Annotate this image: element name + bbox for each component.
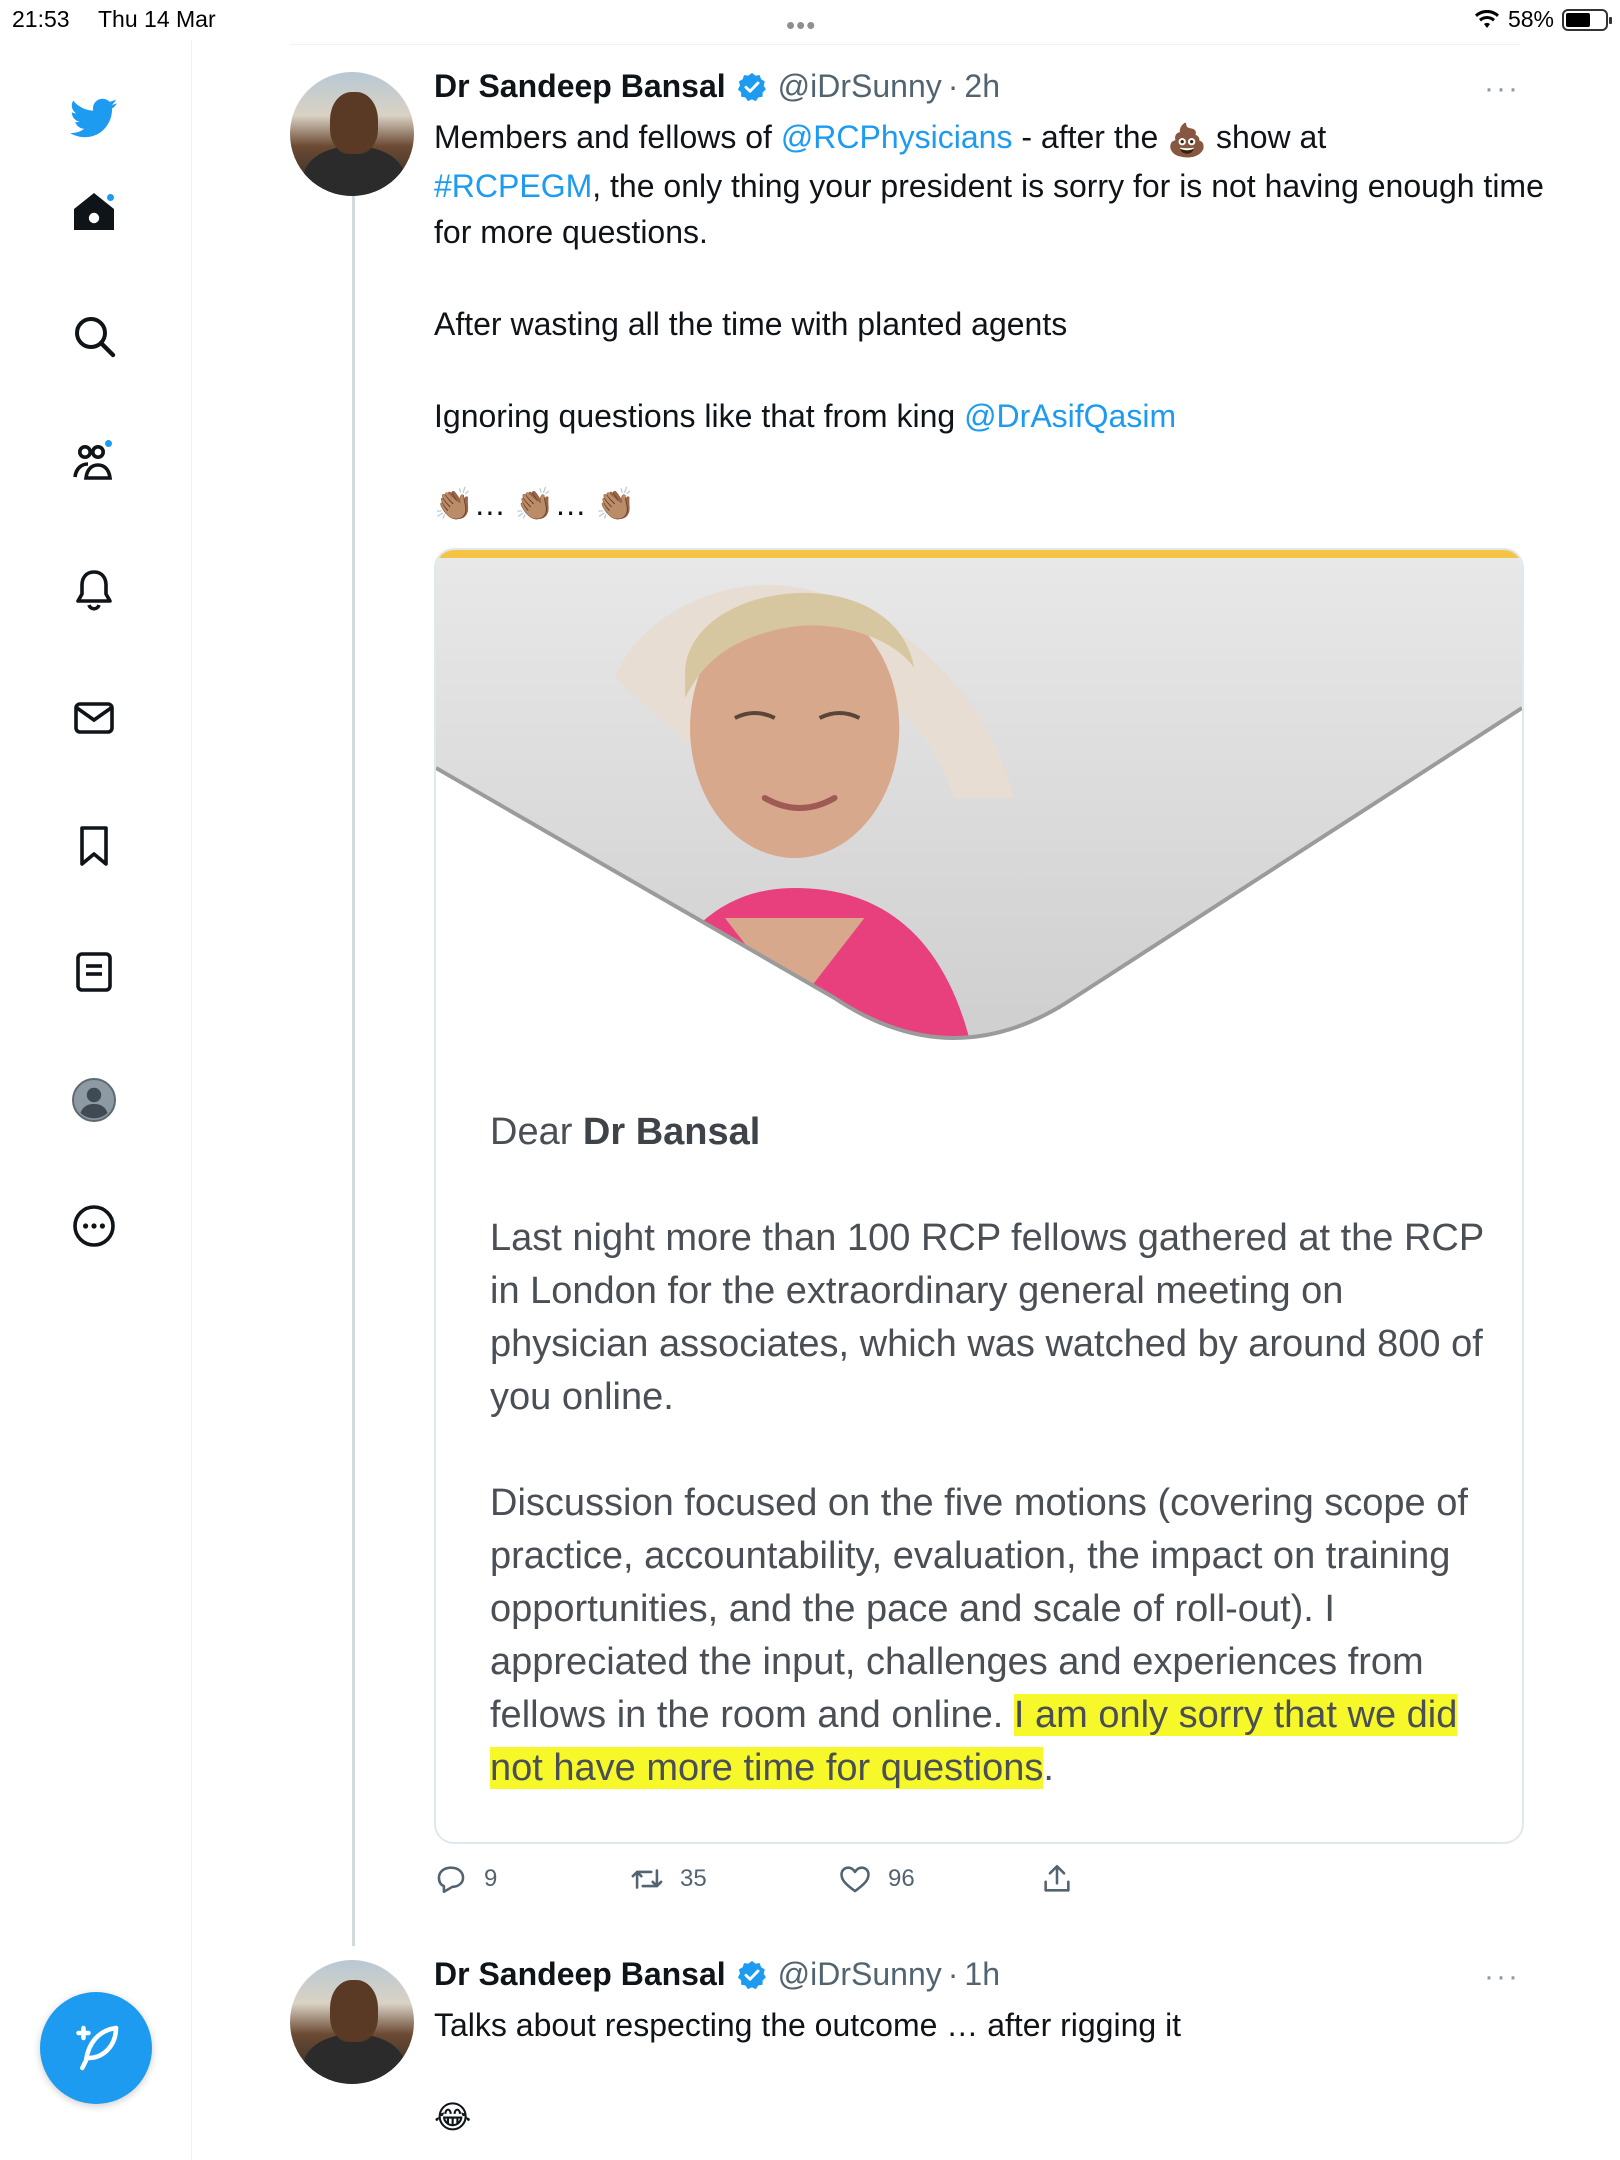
- home-icon[interactable]: [66, 184, 122, 240]
- poop-emoji-icon: 💩: [1167, 121, 1208, 158]
- tweet-time[interactable]: 2h: [964, 68, 1000, 104]
- ellipsis-text: …: [473, 485, 506, 522]
- retweet-count: 35: [680, 1865, 707, 1892]
- tweet-media-image[interactable]: [434, 548, 1524, 1844]
- author-handle[interactable]: @iDrSunny: [777, 68, 942, 104]
- text-segment: .: [1043, 1747, 1054, 1789]
- highlighted-apology: I am only sorry that we did not have more time for questions: [490, 1694, 1458, 1789]
- tweet-paragraph: Talks about respecting the outcome … after rigging it: [434, 2007, 1182, 2043]
- bookmarks-icon[interactable]: [66, 818, 122, 874]
- ellipsis-text: …: [554, 485, 587, 522]
- like-count: 96: [888, 1865, 915, 1892]
- hashtag-rcpegm[interactable]: #RCPEGM: [434, 167, 593, 204]
- lists-icon[interactable]: [66, 944, 122, 1000]
- author-name[interactable]: Dr Sandeep Bansal: [434, 68, 726, 104]
- share-button[interactable]: [1040, 1862, 1074, 1896]
- share-icon: [1040, 1862, 1074, 1896]
- text-segment: Ignoring questions like that from king: [434, 397, 965, 434]
- status-time: 21:53: [12, 6, 70, 32]
- author-handle[interactable]: @iDrSunny: [777, 1956, 942, 1992]
- search-icon[interactable]: [66, 308, 122, 364]
- text-segment: Members and fellows of: [434, 119, 781, 155]
- email-letter-text: [490, 1106, 1490, 1795]
- tweet-actions-bar: [434, 1862, 1134, 1906]
- more-options-circle-icon[interactable]: [66, 1198, 122, 1254]
- home-notification-dot: [105, 192, 116, 203]
- reply-count: 9: [484, 1865, 498, 1892]
- tweet-body: [434, 114, 1544, 527]
- clap-emoji-icon: 👏🏽: [595, 485, 636, 522]
- tweet-more-icon[interactable]: ···: [1484, 1960, 1520, 1993]
- card-accent-bar: [436, 550, 1522, 558]
- text-segment: Discussion focused on the five motions (covering scope of practice, accountability, evaluation, the impact on training opportunities, and the pace and scale of roll-out). I appreciated the input, challenges and experiences from fellows in the room and online.: [490, 1482, 1468, 1736]
- separator-dot: ·: [947, 1956, 959, 1992]
- status-date: Thu 14 Mar: [98, 6, 216, 32]
- status-right: [1474, 6, 1608, 33]
- tweet-paragraph: [434, 393, 1544, 439]
- communities-icon[interactable]: [66, 434, 122, 490]
- clap-emoji-icon: 👏🏽: [514, 485, 555, 522]
- wifi-icon: [1474, 10, 1500, 30]
- tweet-body: [434, 2002, 1544, 2140]
- compose-feather-icon: [66, 2018, 126, 2078]
- tweet-more-icon[interactable]: ···: [1484, 72, 1520, 105]
- text-segment: , the only thing your president is sorry for is not having enough time for more questions.: [434, 167, 1544, 250]
- notifications-bell-icon[interactable]: [66, 562, 122, 618]
- tweet-paragraph: After wasting all the time with planted agents: [434, 305, 1068, 342]
- author-avatar[interactable]: [290, 1960, 414, 2084]
- text-segment: - after the: [1012, 119, 1168, 155]
- tweet-header: [434, 1956, 1000, 1993]
- like-button[interactable]: [838, 1862, 915, 1896]
- communities-notification-dot: [103, 438, 114, 449]
- mention-rcphysicians[interactable]: @RCPhysicians: [780, 119, 1013, 155]
- recipient-name: Dr Bansal: [582, 1111, 761, 1153]
- top-divider: [290, 44, 1520, 45]
- tweet-time[interactable]: 1h: [964, 1956, 1000, 1992]
- laughing-emoji-icon: 😂: [434, 2099, 472, 2135]
- compose-tweet-button[interactable]: [40, 1992, 152, 2104]
- reply-button[interactable]: [434, 1862, 497, 1896]
- sidebar: [0, 40, 192, 2160]
- battery-percent: 58%: [1507, 6, 1554, 32]
- letter-greeting: [490, 1106, 1490, 1159]
- clap-emoji-icon: 👏🏽: [434, 485, 474, 522]
- messages-envelope-icon[interactable]: [66, 690, 122, 746]
- author-avatar[interactable]: [290, 72, 414, 196]
- separator-dot: ·: [947, 68, 959, 104]
- reply-icon: [434, 1862, 468, 1896]
- tweet-paragraph: [434, 114, 1544, 255]
- multitasking-dots-icon[interactable]: •••: [786, 10, 817, 40]
- verified-badge-icon: [736, 71, 768, 103]
- twitter-logo-icon[interactable]: [66, 90, 122, 146]
- retweet-button[interactable]: [630, 1862, 707, 1896]
- tweet-paragraph: [434, 481, 1544, 527]
- president-portrait-image: [436, 558, 1522, 1178]
- text-segment: Dear: [490, 1111, 583, 1153]
- letter-paragraph: Last night more than 100 RCP fellows gathered at the RCP in London for the extraordinary general meeting on physician associates, which was watched by around 800 of you online.: [490, 1217, 1484, 1418]
- author-name[interactable]: Dr Sandeep Bansal: [434, 1956, 726, 1992]
- battery-icon: [1562, 9, 1608, 31]
- heart-icon: [838, 1862, 872, 1896]
- verified-badge-icon: [736, 1959, 768, 1991]
- tweet-header: [434, 68, 1000, 105]
- thread-connector-line: [352, 196, 355, 1946]
- profile-avatar-icon[interactable]: [66, 1072, 122, 1128]
- letter-paragraph: [490, 1477, 1490, 1795]
- retweet-icon: [630, 1862, 664, 1896]
- text-segment: show at: [1207, 119, 1327, 155]
- status-bar: [0, 0, 1620, 40]
- mention-drasifqasim[interactable]: @DrAsifQasim: [964, 397, 1177, 434]
